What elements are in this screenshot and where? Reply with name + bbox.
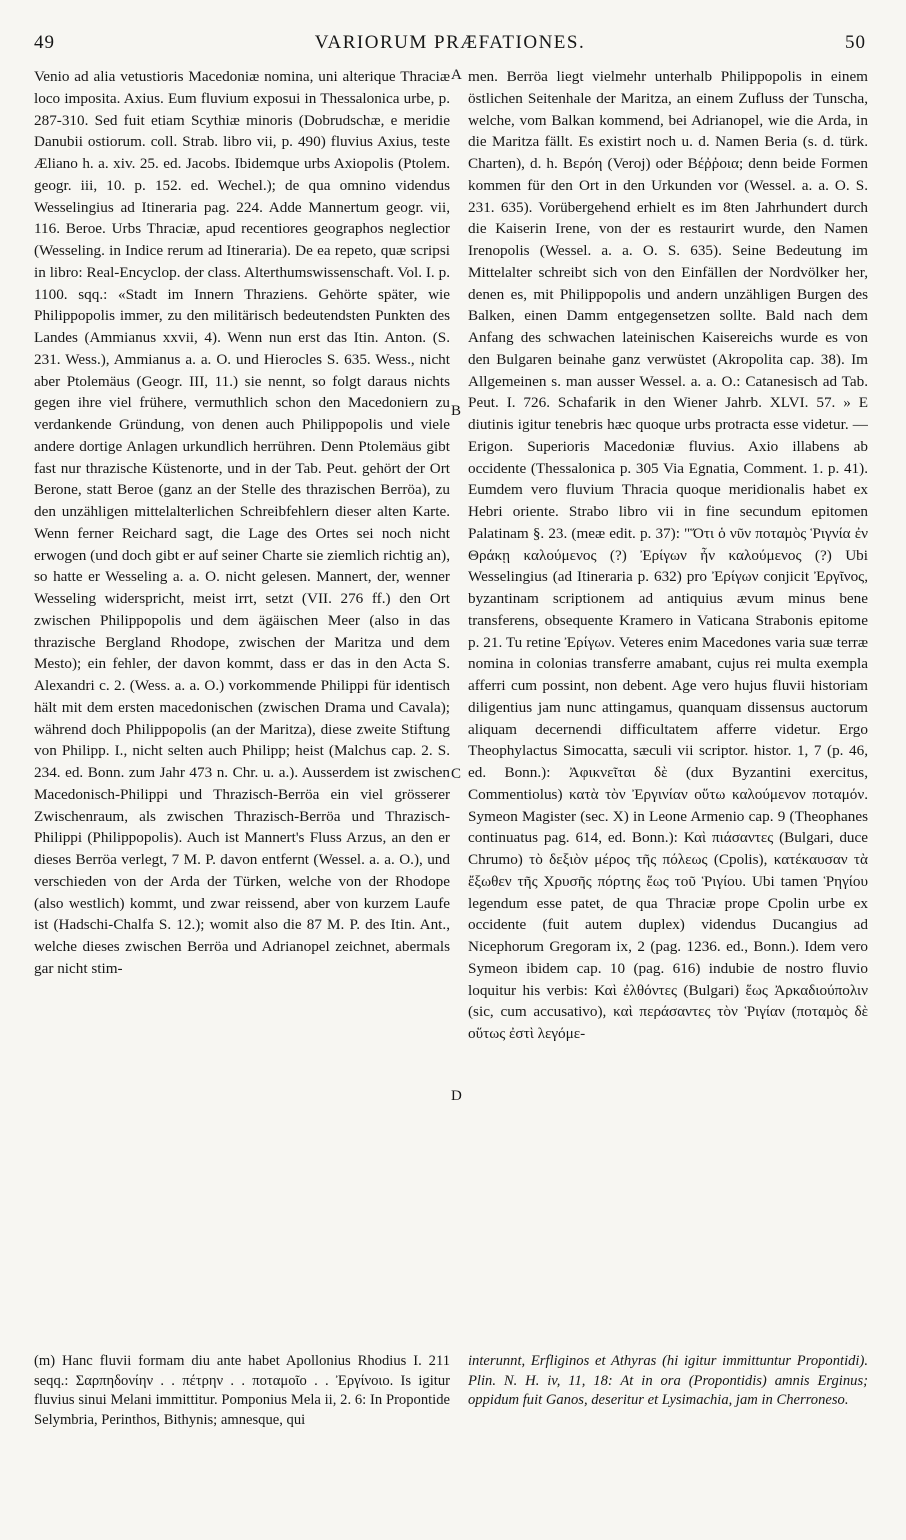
right-column [468,66,868,1306]
page-number-right: 50 [845,32,866,53]
section-marker-d: D [451,1088,462,1104]
right-column-text: men. Berröa liegt vielmehr unterhalb Philippopolis in einem östlichen Seitenhale der Maritza, an einem Zufluss der Tunscha, welche, vom Balkan kommend, bei Adrianopel, wie die Arda, in die Maritza fällt. Es existirt noch u. d. Namen Beria (s. d. türk. Charten), d. h. Βερόη (Veroj) oder Βέῤῥοια; denn beide Formen kommen für den Ort in den Urkunden vor (Wessel. a. a. O. S. 231. 635). Vorübergehend erhielt es im 8ten Jahrhundert durch die Kaiserin Irene, von der es restaurirt wurde, den Namen Irenopolis (Wessel. a. a. O. S. 635). Seine Bedeutung im Mittelalter schreibt sich von den Einfällen der Nordvölker her, denen es, mit Philippopolis und andern unzähligen Burgen des Balken, einen Damm entgegensetzen sollte. Bald nach dem Anfang des schwachen lateinischen Kaisereichs wurde es von den Bulgaren beinahe ganz verwüstet (Akropolita cap. 38). Im Allgemeinen s. man ausser Wessel. a. a. O.: Catanesisch ad Tab. Peut. I. 726. Schafarik in den Wiener Jahrb. XLVI. 57. » E diutinis igitur tenebris hæc quoque urbs protracta esse videtur. — Erigon. Superioris Macedoniæ fluvius. Axio illabens ab occidente (Thessalonica p. 305 Via Egnatia, Comment. 1. p. 41). Eumdem vero fluvium Thracia quoque meridionalis habet ex Hebri oriente. Strabo libro vii in fine secundum epitomen Palatinam §. 23. (meæ edit. p. 37): "Ὅτι ὁ νῦν ποταμὸς Ῥιγνία ἐν Θράκῃ καλούμενος (?) Ἐρίγων ἦν καλούμενος (?) Ubi Wesselingius (ad Itineraria p. 632) pro Ἐρίγων conjicit Ἐργῖνος, byzantinam scriptionem ad antiquius ævum minus bene transferens, obsequente Kramero in Vaticana Strabonis epitome p. 21. Tu retine Ἐρίγων. Veteres enim Macedones varia suæ terræ nomina in colonias transferre amabant, cujus rei multa exempla afferri cum possint, non debent. Age vero hujus fluvii historiam diligentius jam nunc attingamus, quanquam dissensus auctorum aliquam decernendi difficultatem afferre videtur. Ergo Theophylactus Simocatta, sæculi vii scriptor. histor. 1, 7 (p. 46, ed. Bonn.): Ἀφικνεῖται δὲ (dux Byzantini exercitus, Commentiolus) κατὰ τὸν Ἐργινίαν οὕτω καλούμενον ποταμόν. Symeon Magister (sec. X) in Leone Armenio cap. 9 (Theophanes continuatus pag. 614, ed. Bonn.): Καὶ πιάσαντες (Bulgari, duce Chrumo) τὸ δεξιὸν μέρος τῆς πόλεως (Cpolis), κατέκαυσαν τὰ ἔξωθεν τῆς Χρυσῆς πόρτης ἕως τοῦ Ῥιγίου. Ubi tamen Ῥηγίου legendum esse patet, de qua Thraciæ prope Cpolin urbe ex occidente (fuit autem duplex) videndus Ducangius ad Nicephorum Gregoram ix, 2 (pag. 1236. ed., Bonn.). Idem vero Symeon ibidem cap. 10 (pag. 616) indubie de nostro fluvio loquitur his verbis: Καὶ ἐλθόντες (Bulgari) ἕως Ἀρκαδιούπολιν (sic, cum accusativo), καὶ περάσαντες τὸν Ῥιγίαν (ποταμὸς δὲ οὕτως ἐστὶ λεγόμε- [468,68,868,1042]
section-marker-b: B [451,403,462,419]
footnote-right-text: interunnt, Erfliginos et Athyras (hi igitur immittuntur Propontidi). Plin. N. H. iv, 11, 18: At in ora (Propontidis) amnis Erginus; oppidum fuit Ganos, deseritur et Lysimachia, jam in Cherroneso. [468,1353,868,1408]
running-header [34,32,866,56]
footnote-left-text: (m) Hanc fluvii formam diu ante habet Apollonius Rhodius I. 211 seqq.: Σαρπηδονίην . . πέτρην . . ποταμοῖο . . Ἐργίνοιο. Is igitur fluvius sinui Melani immittitur. Pomponius Mela ii, 2. 6: In Propontide Selymbria, Perinthos, Bithynis; amnesque, qui [34,1353,450,1428]
section-marker-a: A [451,67,462,83]
page-number-left: 49 [34,32,55,53]
footnote-right [468,1352,868,1462]
running-title: VARIORUM PRÆFATIONES. [314,32,586,53]
left-column-text: Venio ad alia vetustioris Macedoniæ nomina, uni alterique Thraciæ loco imposita. Axius. Eum fluvium exposui in Thessalonica urbe, p. 287-310. Sed fuit etiam Scythiæ minoris (Dobrudschæ, e meridie Danubii ostiorum. coll. Strab. libro vii, p. 490) fluvius Axius, teste Æliano h. a. xiv. 25. ed. Jacobs. Ibidemque urbs Axiopolis (Ptolem. geogr. iii, 10. p. 152. ed. Wechel.); de qua omnino videndus Wesselingius ad Itineraria pag. 224. Adde Mannertum geogr. vii, 116. Beroe. Urbs Thraciæ, apud recentiores geographos neglectior (Wesseling. in Indice rerum ad Itineraria). De ea repeto, quæ scripsi in libro: Real-Encyclop. der class. Alterthumswissenschaft. Vol. I. p. 1100. sqq.: «Stadt im Innern Thraziens. Gehörte später, wie Philippopolis immer, zu den militärisch bedeutendsten Punkten des Landes (Ammianus xxvii, 4). Wenn nun erst das Itin. Anton. (S. 231. Wess.), Ammianus a. a. O. und Hierocles S. 635. Wess., nicht aber Ptolemäus (Geogr. III, 11.) sie nennt, so folgt daraus nichts gegen ihre viel frühere, vermuthlich schon den Macedoniern zu verdankende Gründung, von denen auch Philippopolis und viele andere dortige Anlagen urkundlich herrühren. Denn Ptolemäus gibt fast nur thrazische Küstenorte, und in der Tab. Peut. gehört der Ort Berone, statt Beroe (ganz an der Stelle des thrazischen Berröa), zu den unzähligen mittelalterlichen Schreibfehlern dieser alten Karte. Wenn ferner Reichard sagt, die Lage des Ortes sei noch nicht erwogen (und doch gibt er auf seiner Charte sie ziemlich richtig an), so hatte er Wesseling a. a. O. nicht gelesen. Mannert, der, wenner Wesseling widerspricht, meist irrt, setzt (VII. 276 ff.) den Ort zwischen Philippopolis und dem ägäischen Meer (also in das thrazische Bergland Rhodope, zwischen der Maritza und dem Mesto); ein fehler, der davon kommt, dass er das in den Acta S. Alexandri c. 2. (Wess. a. a. O.) vorkommende Philippi für identisch hält mit dem ersten macedonischen (zwischen Drama und Cavala); während doch Philippopolis (an der Maritza), diese zweite Stiftung von Philipp. I., nicht selten auch Philipp; heist (Malchus cap. 2. S. 234. ed. Bonn. zum Jahr 473 n. Chr. u. a.). Ausserdem ist zwischen Macedonisch-Philippi und Thrazisch-Berröa ein viel grösserer Zwischenraum, als zwischen Thrazisch-Berröa und Thrazisch-Philippi (Philippopolis). Auch ist Mannert's Fluss Arzus, an den er dieses Berröa verlegt, 7 M. P. davon entfernt (Wessel. a. a. O.), und verschieden von der Arda der Türken, welche von der Rhodope (also westlich) kommt, und zwar reissend, aber von kurzem Laufe ist (Hadschi-Chalfa S. 12.); womit also die 87 M. P. des Itin. Ant., welche dieses zwischen Berröa und Adrianopel zeichnet, abermals gar nicht stim- [34,68,450,977]
section-marker-c: C [451,766,462,782]
footnote-left [34,1352,450,1462]
left-column [34,66,450,1306]
